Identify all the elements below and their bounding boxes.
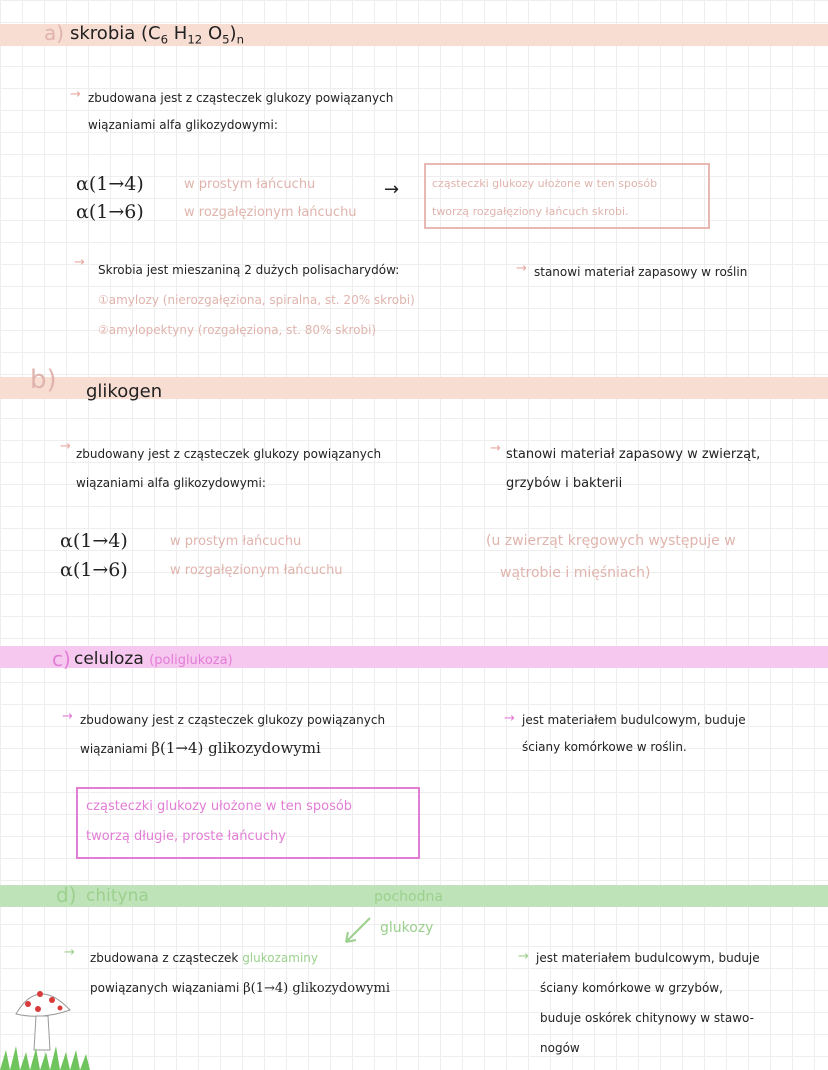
skrobia-mix-item-1: ①amylozy (nierozgałęziona, spiralna, st. 20% skrobi) xyxy=(98,293,415,307)
chityna-desc-line1a: zbudowana z cząsteczek xyxy=(90,951,239,965)
celuloza-box-line2: tworzą długie, proste łańcuchy xyxy=(86,829,286,844)
formula-open: (C xyxy=(141,23,161,44)
celuloza-subtitle: (poliglukoza) xyxy=(149,653,233,668)
arrow-right-icon: → xyxy=(70,87,81,102)
celuloza-desc-line2 xyxy=(80,740,321,757)
glikogen-bond-1-desc: w prostym łańcuchu xyxy=(170,534,302,549)
arrow-right-icon: → xyxy=(64,945,75,960)
grass-drawing xyxy=(0,1040,90,1070)
skrobia-mix-line: Skrobia jest mieszaniną 2 dużych polisacharydów: xyxy=(98,263,400,277)
glikogen-note-line1: (u zwierząt kręgowych występuje w xyxy=(486,533,736,549)
celuloza-bond: β(1→4) glikozydowymi xyxy=(151,739,321,757)
celuloza-desc-line2a: wiązaniami xyxy=(80,742,148,756)
glikogen-function-line2: grzybów i bakterii xyxy=(506,476,623,491)
formula-sub-5: 5 xyxy=(222,32,230,47)
arrow-right-icon: → xyxy=(504,711,515,726)
skrobia-desc-line1: zbudowana jest z cząsteczek glukozy powiązanych xyxy=(88,91,394,105)
chityna-desc-line2 xyxy=(90,982,390,997)
chityna-desc-line2a: powiązanych wiązaniami xyxy=(90,981,240,995)
chityna-function-line2: ściany komórkowe w grzybów, xyxy=(540,981,723,995)
note-pointer-arrow xyxy=(340,914,374,948)
arrow-right-icon: → xyxy=(518,949,529,964)
formula-o: O xyxy=(207,23,223,44)
glikogen-note-line2: wątrobie i mięśniach) xyxy=(500,565,651,581)
celuloza-title: celuloza xyxy=(74,649,144,669)
chityna-note-line1: pochodna xyxy=(374,889,443,905)
chityna-note-line2: glukozy xyxy=(380,920,434,936)
section-a-title xyxy=(70,24,244,47)
skrobia-bond-1-desc: w prostym łańcuchu xyxy=(184,177,316,192)
celuloza-box-line1: cząsteczki glukozy ułożone w ten sposób xyxy=(86,799,353,814)
skrobia-info-box xyxy=(424,163,710,229)
formula-sub-12: 12 xyxy=(187,32,203,47)
section-b-title: glikogen xyxy=(86,381,163,402)
chityna-desc-line1 xyxy=(90,952,318,966)
celuloza-function-line1: jest materiałem budulcowym, buduje xyxy=(522,713,746,727)
celuloza-desc-line1: zbudowany jest z cząsteczek glukozy powiązanych xyxy=(80,713,386,727)
starch-formula xyxy=(141,23,244,47)
skrobia-mix-item-2: ②amylopektyny (rozgałęziona, st. 80% skrobi) xyxy=(98,323,377,337)
section-d-title: chityna xyxy=(86,886,149,906)
chityna-glukozaminy: glukozaminy xyxy=(242,951,318,965)
skrobia-desc-line2: wiązaniami alfa glikozydowymi: xyxy=(88,118,278,132)
chityna-function-line3: buduje oskórek chitynowy w stawo- xyxy=(540,1011,754,1025)
arrow-right-icon: → xyxy=(384,179,400,200)
skrobia-box-line1: cząsteczki glukozy ułożone w ten sposób xyxy=(432,177,658,190)
arrow-right-icon: → xyxy=(62,709,73,724)
section-a-letter: a) xyxy=(44,21,65,45)
skrobia-bond-2-desc: w rozgałęzionym łańcuchu xyxy=(184,205,357,220)
skrobia-function: stanowi materiał zapasowy w roślin xyxy=(534,265,748,279)
section-d-letter: d) xyxy=(56,883,77,907)
glikogen-bond-2: α(1→6) xyxy=(60,559,128,581)
celuloza-function-line2: ściany komórkowe w roślin. xyxy=(522,740,687,754)
chityna-function-line1: jest materiałem budulcowym, buduje xyxy=(536,951,760,965)
formula-close: ) xyxy=(229,23,237,44)
formula-sub-n: n xyxy=(236,32,244,47)
section-c-title xyxy=(74,650,233,670)
chityna-function-line4: nogów xyxy=(540,1041,580,1055)
section-c-letter: c) xyxy=(52,647,71,671)
skrobia-title: skrobia xyxy=(70,23,136,44)
skrobia-bond-2: α(1→6) xyxy=(76,201,144,223)
chityna-bond: β(1→4) glikozydowymi xyxy=(243,981,391,996)
glikogen-bond-1: α(1→4) xyxy=(60,530,128,552)
glikogen-desc-line1: zbudowany jest z cząsteczek glukozy powiązanych xyxy=(76,447,382,461)
arrow-right-icon: → xyxy=(74,255,85,270)
glikogen-function-line1: stanowi materiał zapasowy w zwierząt, xyxy=(506,447,761,462)
formula-sub-6: 6 xyxy=(160,32,169,47)
skrobia-bond-1: α(1→4) xyxy=(76,173,144,195)
formula-h: H xyxy=(173,23,188,44)
glikogen-desc-line2: wiązaniami alfa glikozydowymi: xyxy=(76,476,266,490)
arrow-right-icon: → xyxy=(60,439,71,454)
glikogen-bond-2-desc: w rozgałęzionym łańcuchu xyxy=(170,563,343,578)
celuloza-info-box xyxy=(76,787,420,859)
skrobia-box-line2: tworzą rozgałęziony łańcuch skrobi. xyxy=(432,205,629,218)
arrow-right-icon: → xyxy=(516,261,527,276)
arrow-right-icon: → xyxy=(490,441,501,456)
section-b-letter: b) xyxy=(30,365,57,395)
